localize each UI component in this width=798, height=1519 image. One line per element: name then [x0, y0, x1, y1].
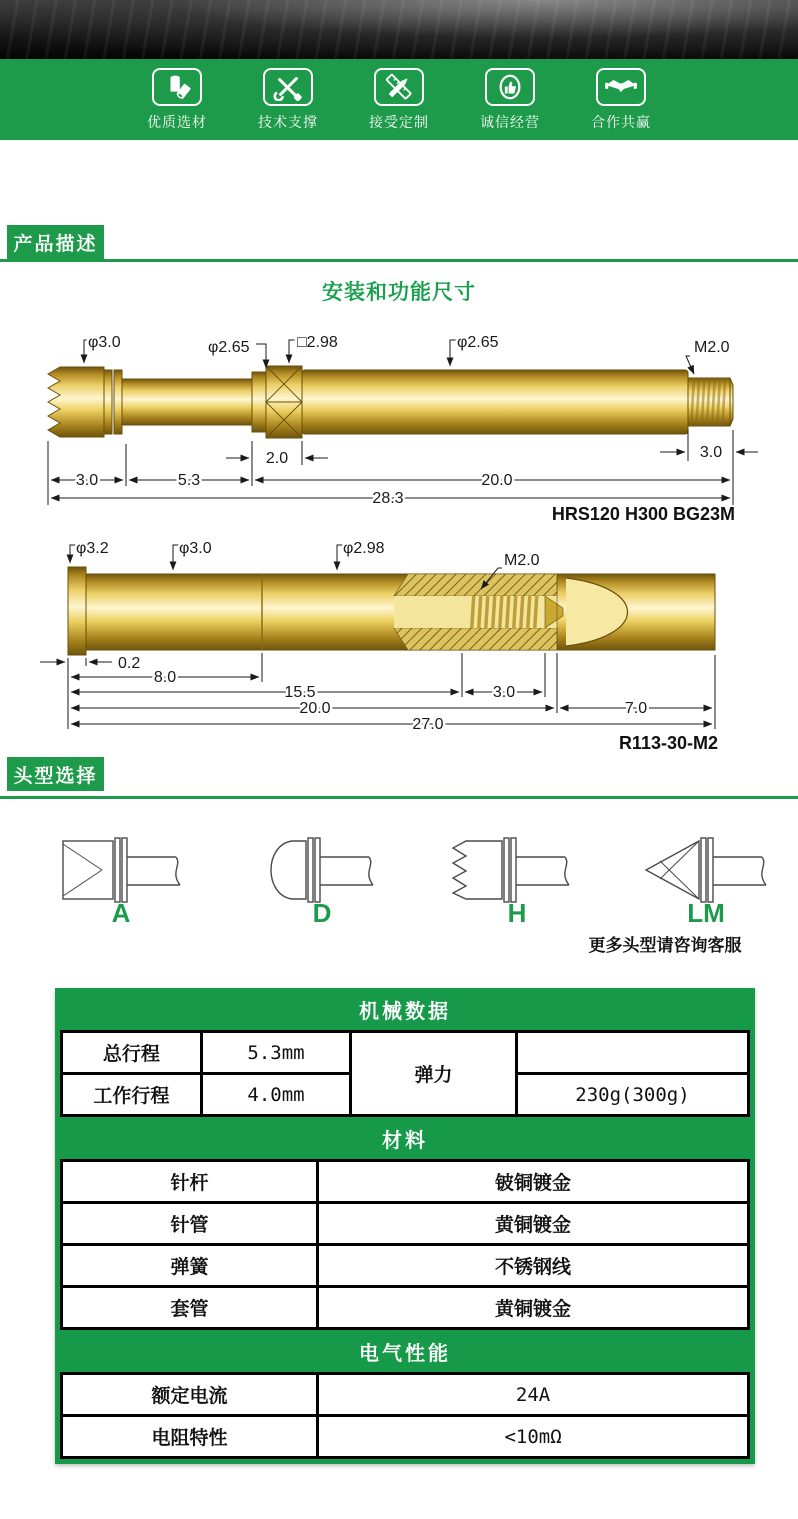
feature-label: 合作共赢	[591, 114, 651, 130]
head-type-lm: LM	[687, 898, 725, 928]
dim-phi298: φ2.98	[343, 540, 385, 557]
table-row: 针杆 铍铜镀金	[63, 1162, 747, 1201]
head-sketch-lm	[646, 838, 766, 902]
section-label-product-desc: 产品描述	[7, 225, 104, 259]
custom-icon	[374, 68, 424, 106]
head-type-h: H	[507, 898, 527, 928]
feature-label: 优质选材	[147, 114, 207, 130]
dim-15-5: 15.5	[284, 684, 316, 701]
dim-20-0: 20.0	[299, 700, 331, 717]
table-row: 针管 黄铜镀金	[63, 1204, 747, 1243]
material-section	[60, 1159, 750, 1330]
head-sketch-d	[271, 838, 373, 902]
head-type-d: D	[312, 898, 332, 928]
dimension-lines	[51, 452, 758, 498]
dim-phi30: φ3.0	[88, 334, 121, 351]
section-divider	[0, 259, 798, 262]
integrity-icon	[485, 68, 535, 106]
diagram-title: 安装和功能尺寸	[322, 281, 476, 304]
spec-table	[55, 988, 755, 1464]
table-row: 弹簧 不锈钢线	[63, 1246, 747, 1285]
model-number-2: R113-30-M2	[618, 733, 718, 753]
model-number-1: HRS120 H300 BG23M	[551, 504, 735, 524]
spring-force-value: 230g(300g)	[575, 1083, 690, 1106]
work-travel-value: 4.0mm	[247, 1083, 305, 1106]
dim-27-0: 27.0	[412, 716, 444, 733]
spring-force-empty	[518, 1033, 747, 1072]
feature-label: 技术支撑	[258, 114, 318, 130]
section-divider	[0, 796, 798, 799]
feature-item-integrity	[478, 68, 542, 132]
table-row: 电阻特性 <10mΩ	[63, 1417, 747, 1456]
dim-m20: M2.0	[694, 339, 730, 356]
factory-photo	[0, 0, 798, 59]
dim-3-0-thread: 3.0	[699, 444, 723, 461]
dim-0-2: 0.2	[118, 655, 141, 672]
cutaway-section	[394, 574, 628, 650]
dim-phi30: φ3.0	[179, 540, 212, 557]
dim-phi265-b: φ2.65	[457, 334, 499, 351]
mechanical-section	[60, 1030, 750, 1117]
material-icon	[152, 68, 202, 106]
feature-label: 接受定制	[369, 114, 429, 130]
head-type-a: A	[111, 898, 131, 928]
table-row: 额定电流 24A	[63, 1375, 747, 1414]
head-sketch-a	[63, 838, 180, 902]
head-sketch-h	[453, 838, 569, 902]
dim-phi32: φ3.2	[76, 540, 109, 557]
spring-force-label: 弹力	[414, 1065, 453, 1086]
dimension-lines	[40, 662, 712, 724]
feature-banner	[0, 59, 798, 140]
dim-3-0: 3.0	[492, 684, 516, 701]
tools-icon	[263, 68, 313, 106]
dim-7-0: 7.0	[624, 700, 648, 717]
head-type-note: 更多头型请咨询客服	[588, 936, 742, 955]
total-travel-label: 总行程	[102, 1044, 160, 1065]
extension-lines	[68, 653, 715, 729]
dim-28-3: 28.3	[372, 490, 404, 507]
dim-2-0: 2.0	[265, 450, 289, 467]
feature-item-quality	[145, 68, 209, 132]
work-travel-label: 工作行程	[93, 1086, 170, 1107]
dim-20-0: 20.0	[481, 472, 513, 489]
section-label-head-select: 头型选择	[7, 757, 104, 791]
feature-item-support	[256, 68, 320, 132]
handshake-icon	[596, 68, 646, 106]
technical-drawing-plunger	[20, 325, 780, 530]
feature-item-winwin	[589, 68, 653, 132]
electrical-section	[60, 1372, 750, 1459]
technical-drawing-receptacle	[20, 535, 780, 760]
dim-8-0: 8.0	[153, 669, 177, 686]
table-row: 套管 黄铜镀金	[63, 1288, 747, 1327]
dim-3-0: 3.0	[75, 472, 99, 489]
plunger-body	[48, 366, 733, 438]
table-header-material: 材料	[382, 1129, 428, 1152]
table-header-mechanical: 机械数据	[359, 1000, 451, 1023]
dim-sq298: □2.98	[297, 334, 338, 351]
feature-item-custom	[367, 68, 431, 132]
dim-phi265-a: φ2.65	[208, 339, 250, 356]
total-travel-value: 5.3mm	[247, 1041, 305, 1064]
dim-m20: M2.0	[504, 552, 540, 569]
leader-lines	[84, 340, 694, 374]
table-header-electrical: 电气性能	[359, 1342, 451, 1365]
dim-5-3: 5.3	[177, 472, 201, 489]
feature-label: 诚信经营	[480, 114, 540, 130]
